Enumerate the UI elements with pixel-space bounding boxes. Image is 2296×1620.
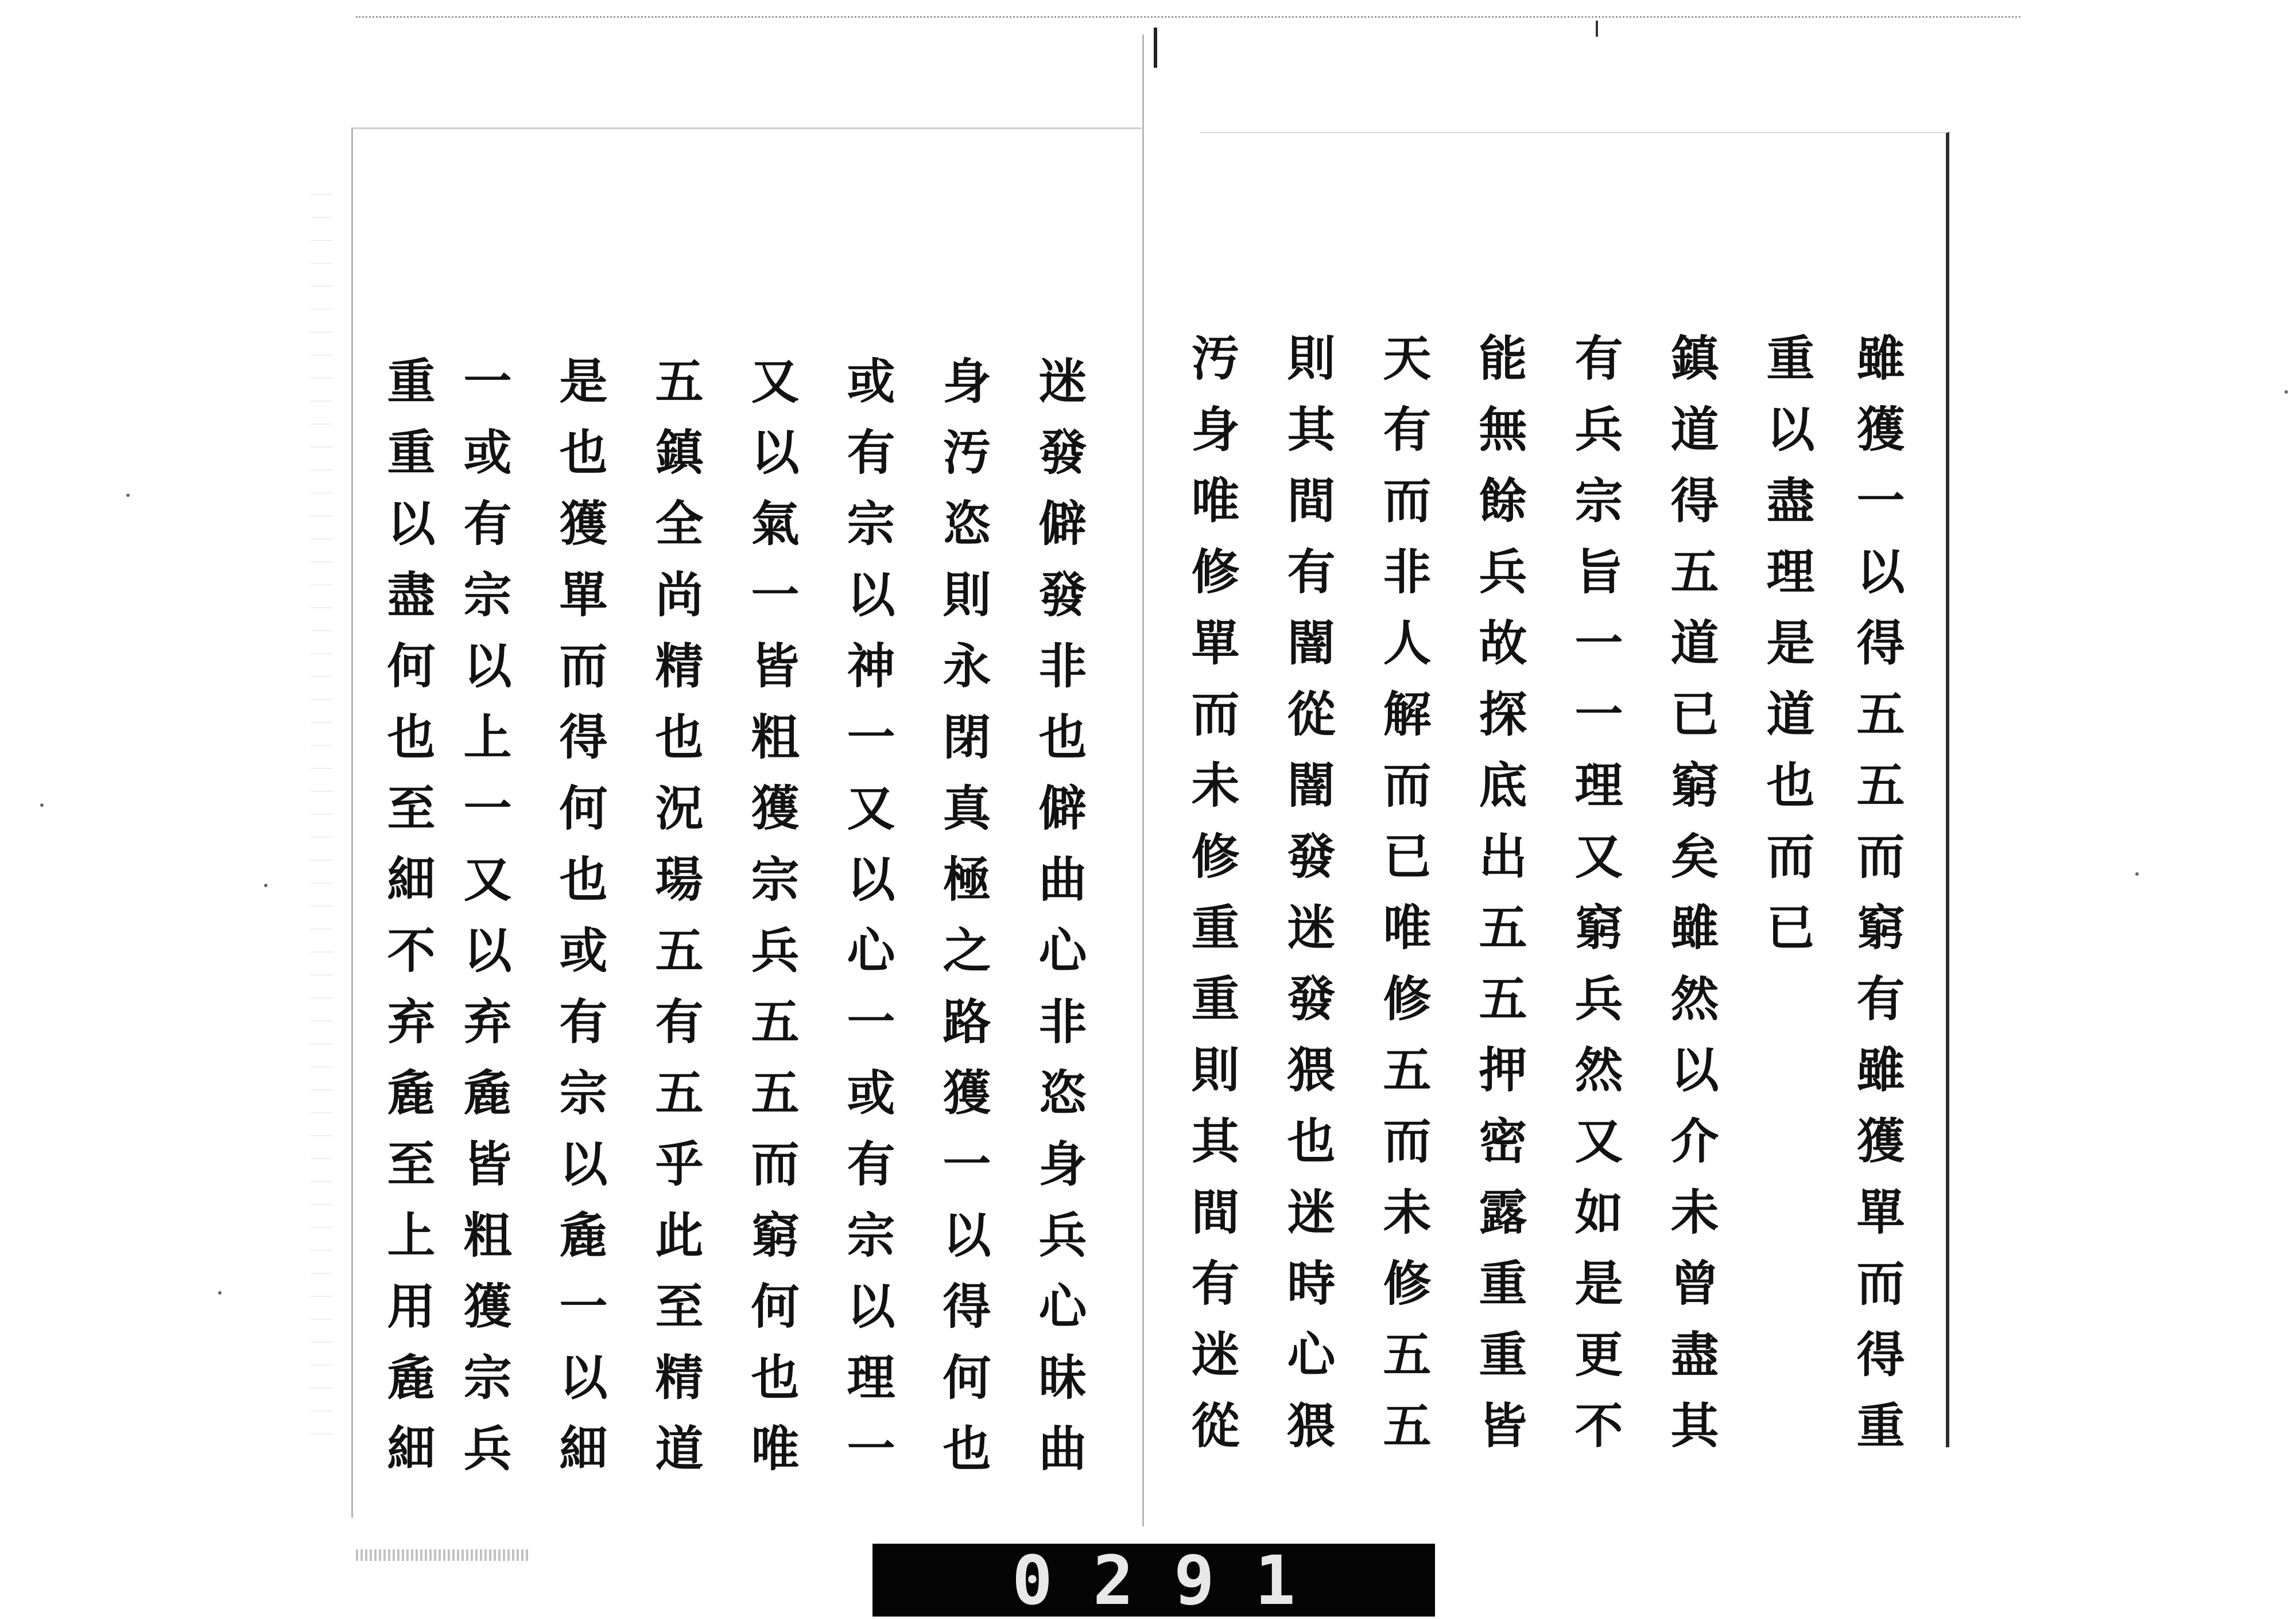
top-mark: [1596, 21, 1598, 37]
scan-dot: [2285, 390, 2288, 394]
right-page-column-2: 重以盡理是道也而已: [1759, 333, 1816, 973]
right-page-column-6: 天有而非人解而已唯修五而未修五五: [1375, 333, 1432, 1471]
left-page-column-7: 一或有宗以上一又以弃麁皆粗獲宗兵: [456, 356, 513, 1494]
scan-dot: [2135, 872, 2139, 876]
right-page-column-8: 汚身唯修單而未修重重則其間有迷從: [1184, 333, 1240, 1471]
scan-smudge: [356, 1549, 528, 1561]
scan-dot: [40, 803, 44, 807]
left-page-column-6: 是也獲單而得何也或有宗以麁一以細: [552, 356, 608, 1494]
archive-number-stamp: [872, 1540, 1435, 1620]
right-page-column-5: 能無餘兵故探底出五五押密露重重皆: [1471, 333, 1528, 1471]
left-page-column-1: 迷發僻發非也僻曲心非恣身兵心昧曲: [1031, 356, 1088, 1494]
left-page-column-3: 或有宗以神一又以心一或有宗以理一: [839, 356, 896, 1494]
scan-dot: [264, 884, 267, 887]
right-page-column-7: 則其間有闇從闇發迷發猥也迷時心猥: [1279, 333, 1336, 1471]
right-page-column-3: 鎮道得五道已窮矣雖然以介未曾盡其: [1663, 333, 1720, 1471]
stamp-number: 0291: [1011, 1540, 1336, 1620]
right-page-column-1: 雖獲一以得五五而窮有雖獲單而得重: [1849, 333, 1906, 1471]
scan-dot: [218, 1291, 222, 1295]
left-page-column-4: 又以氣一皆粗獲宗兵五五而窮何也唯: [743, 356, 800, 1494]
scan-noise: [310, 172, 333, 1435]
book-spine: [1142, 34, 1144, 1526]
left-page-column-5: 五鎮全尚精也況瑒五有五乎此至精道: [647, 356, 704, 1494]
top-edge-line: [356, 16, 2020, 21]
left-page-column-2: 身汚恣則永閉真極之路獲一以得何也: [935, 356, 992, 1494]
right-page-column-4: 有兵宗旨一一理又窮兵然又如是更不: [1567, 333, 1624, 1471]
spine-tick-mark: [1154, 28, 1157, 68]
left-page-column-8: 重重以盡何也至細不弃麁至上用麁細: [379, 356, 436, 1494]
scan-dot: [126, 494, 130, 497]
